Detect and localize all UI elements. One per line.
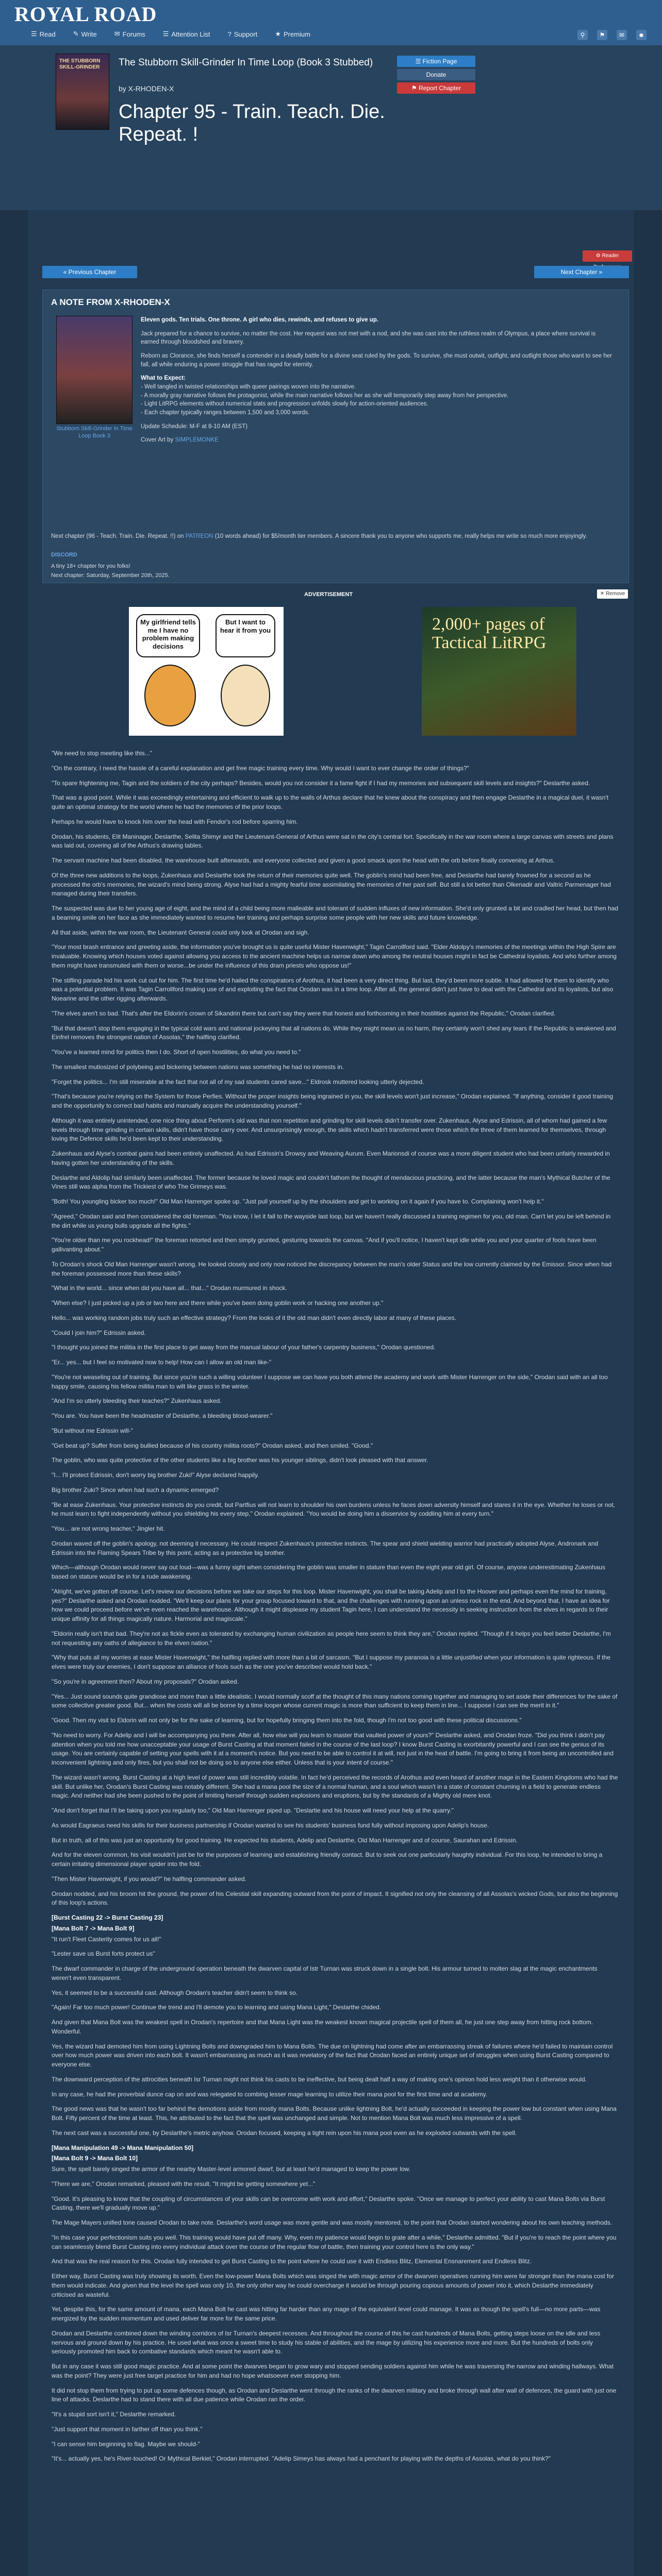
chapter-paragraph: Deslarthe and Aldolip had similarly been unaffected. The former because he loved magic and couldn't fathom the thought of mendacious practicing, and the latter because the man's Mythical Butcher of the Vines still was alpha from the Trickiest of who The Grimeys was. [52,1174,610,1191]
fiction-cover[interactable] [56,54,109,130]
chapter-paragraph: The suspected was due to her young age of eight, and the mind of a child being more malleable and tolerant of sudden influxes of new information. She'd only grunted a bit and cradled her head, but then had a beaming smile on her face as she immediately wanted to resume her training and perhaps surprise some people with her new skills and future knowledge. [52,905,619,921]
ad-character-left [144,665,196,726]
chapter-paragraph: "Be at ease Zukenhaus. Your protective instincts do you credit, but Partfius will not learn to shoulder his own burdens unless he faces down adversity himself and stares it in the eye. Whether he loses or not, he must learn to fight independently without you shielding his every step," Orodan explained. "You would be doing him a disservice by coddling him at every turn." [52,1501,615,1518]
chapter-paragraph: "Yes... Just sound sounds quite grandiose and more than a little idealistic. I would normally scoff at the thought of this many nations coming together and managing to set aside their differences for the sake of some collective greater good. But... when the costs will all be borne by a time looper whose current magic is more than sufficient to keep them in line... I suppose I can see the merit in it." [52,1692,618,1709]
chapter-paragraph: The smallest mutiosized of polybeing and bickering between nations was something he had no interests in. [52,1063,344,1071]
search-icon[interactable]: ⚲ [577,30,588,40]
chapter-paragraph: Orodan and Deslarthe combined down the winding corridors of Isr Turnan's deepest recesses. And throughout the course of this he cast hundreds of Mana Bolts, getting steps loose on the idle and less nervous and ground down by his practice. He used what was once a sweet time to study his stable of abilities, and the mage by utilizing his experience more and more. But the hundreds of bolts only seriously promoted him back to combative standards which meant he wasn't able to. [52,2329,601,2355]
chapter-paragraph: Although it was entirely unintended, one nice thing about Perform's old was that non repetition and grinding for skill levels didn't transfer over. Zukenhaus, Alyse and Edrissin, all of whom had gained a few levels through time grinding in certain skills, didn't have those carry over. And unsurprisingly enough, the skills which hadn't transferred were those which the three of them learned for themselves, through loving the Defence skills he'd been kept to their understanding. [52,1116,607,1143]
book-icon: ☰ [31,30,37,38]
chapter-paragraph: "And don't forget that I'll be taking upon you regularly too," Old Man Harrenger piped up. "Deslartie and his house will need your help at the quarry." [52,1807,454,1814]
chapter-paragraph: The wizard wasn't wrong. Burst Casting at a high level of power was still incredibly volatile. In fact he'd perceived the records of Arothus and even heard of another mage in the Eastern Kingdoms who had the skill. But unlike her, Orodan's Burst Casting was notably different. She had a mana pool the size of a normal human, and a soul which wasn't in a state of constant churning in a field to generate endless magic. And neither had she been pushed to the point of limiting herself through sudden explosions and eruptions, but by the standards of a Mighty old mere knot. [52,1773,618,1800]
chapter-paragraph: But in any case it was still good magic practice. And at some point the dwarves began to grow wary and stopped sending soldiers against him while he was traversing the narrow and winding hallways. What was the point? They were just free target practice for him and had no hope whatsoever ever stopping him. [52,2363,614,2379]
author-note [42,290,629,583]
donate-button[interactable]: Donate [397,69,475,80]
chapter-title: Chapter 95 - Train. Teach. Die. Repeat. ! [119,101,385,145]
nav-link-premium[interactable]: ★ Premium [275,30,310,38]
chapter-paragraph: "It's... actually yes, he's River-touched! Or Mythical Berkiel," Orodan interrupted. "Adelip Simeys has always had a penchant for playing with the depths of Assolas, what do you think?" [52,2455,551,2463]
chapter-paragraph: Big brother Zuki? Since when had such a dynamic emerged? [52,1486,219,1494]
ad-banner-text: 2,000+ pages of Tactical LitRPG [432,615,547,652]
note-expect-heading: What to Expect: [141,375,186,382]
user-icon[interactable]: ☻ [636,30,647,40]
nav-link-attention-list[interactable]: ☰ Attention List [162,30,210,38]
chapter-paragraph: That was a good point. While it was exceedingly entertaining and efficient to walk up to the walls of Arthus declare that he knew about the conspiracy and then engage Deslarthe in a magical duel, it wasn't quite an optimal strategy for the world where he had the memories of the prior loops. [52,794,609,810]
chapter-paragraph: "That's because you're relying on the System for those Perfies. Without the proper insights being ingrained in you, the skill levels won't just increase," Orodan explained. "If anything, consider it good training and the opportunity to correct bad habits and manually acquire the understanding yourself." [52,1093,613,1109]
chapter-paragraph: "Then Mister Havenwight, if you would?" he halfling commander asked. [52,1875,247,1883]
chapter-paragraph: "Good. It's pleasing to know that the coupling of circumstances of your skills can be overcome with work and effort," Deslarthe spoke. "Once we manage to perfect your ability to cast Mana Bolts via Burst Casting, there we'll gradually move up." [52,2195,605,2212]
chapter-paragraph: As would Eagraeus need his skills for their business partnership if Orodan wanted to see his students' business fund fully without imposing upon Adelip's house. [52,1821,489,1829]
note-expect-item: - Well tangled in twisted relationships with queer pairings woven into the narrative. [141,384,356,391]
chapter-paragraph: "Both! You youngling bicker too much!" Old Man Harrenger spoke up. "Just pull yourself up by the shoulders and get to working on it again if you have to. Complaining won't help it." [52,1198,544,1205]
chapter-paragraph: The goblin, who was quite protective of the other students like a big brother was his younger siblings, didn't look pleased with that answer. [52,1456,428,1464]
chapter-paragraph: Yet, despite this, for the same amount of mana, each Mana Bolt he cast was hitting far harder than any mage of the equivalent level could manage. It was as though the spell's full—no more parts—was energized by the sudden momentum and used deliver far more for the same price. [52,2306,601,2322]
chapter-paragraph: "Forget the politics... I'm still miserable at the fact that not all of my sad students cared save..." Eldrosk muttered looking utterly dejected. [52,1078,424,1086]
chapter-paragraph: Perhaps he would have to knock him over the head with Fendor's rod before sparring him. [52,818,298,825]
cover-title: THE STUBBORN SKILL-GRINDER [59,58,101,70]
note-schedule: Update Schedule: M-F at 8-10 AM (EST) [141,423,248,430]
chapter-paragraph: All that aside, within the war room, the Lieutenant General could only look at Orodan and sigh. [52,928,309,936]
chapter-paragraph: "The elves aren't so bad. That's after the Eldorin's crown of Sikandrin there but can't say they were that honest and forthcoming in their hostilities against the Republic," Orodan clarified. [52,1009,556,1017]
chapter-paragraph: "It run't Fleet Casterity comes for us all!" [52,1935,161,1943]
nav-links [31,30,310,38]
note-footer: A tiny 18+ chapter for you folks! Next chapter: Saturday, September 20th, 2025. [51,563,170,579]
note-paragraph: Reborn as Clorance, she finds herself a contender in a deadly battle for a divine seat ruled by the gods. To survive, she must outwit, outfight, and outlight those who want to see her fall, all while enduring a power struggle that has raged for eternity. [141,353,612,368]
system-notification: [Burst Casting 22 -> Burst Casting 23] [52,1914,163,1921]
note-cover-art: Cover Art by [141,437,174,444]
note-expect-item: - Light LitRPG elements without numerical stats and progression unfolds slowly for action-oriented audiences. [141,401,428,408]
message-icon[interactable]: ✉ [617,30,627,40]
nav-link-forums[interactable]: ✉ Forums [114,30,145,38]
note-expect-item: - Each chapter typically ranges between 1,500 and 3,000 words. [141,410,310,416]
close-icon: ✕ [600,591,606,597]
chapter-paragraph: "You... are not wrong teacher," Jingler hit. [52,1525,165,1532]
report-chapter-button[interactable]: ⚑ Report Chapter [397,82,475,94]
chapter-paragraph: "But without me Edrissin will-" [52,1427,133,1434]
chapter-paragraph: "Your most brash entrance and greeting aside, the information you've brought us is quite useful Mister Havenwight," Tagin Carrollford said. "Elder Aldolpy's memories of the meetings within the High Spire are invaluable. Knowing which houses voted against allowing you access to the ancient machine helps us narrow down who among the neutral houses might in fact be Cathedral loyalists. And who further among them might have transmuted with them or worse...be under the influence of this dram priests who oppose us!" [52,943,617,969]
chapter-paragraph: "In this case your perfectionism suits you well. This training would have put off many. Why, even my patience would begin to grate after a while," Deslarthe admitted. "But if you're to reach the point where you can seamlessly blend Burst Casting into every individual attack over the course of the regular flow of battle, then training your control here is the only way." [52,2233,617,2250]
chapter-paragraph: "Good. Then my visit to Eldorin will not only be for the sake of learning, but for hopefully bringing them into the fold, though I'm not too good with these political discussions." [52,1717,522,1724]
chapter-paragraph: It did not stop them from trying to put up some defences though, as Orodan and Deslarthe went through the ranks of the dwarven military and broke through wall after wall of defences, the guard with just one line of attacks. Deslarthe had to stand there with all due patience while Orodan ran the order. [52,2386,617,2403]
chapter-paragraph: "I thought you joined the militia in the first place to get away from the manual labour of your father's carpentry business," Orodan questioned. [52,1344,436,1351]
list-icon: ☰ [162,30,169,38]
chapter-paragraph: "Agreed," Orodan said and then considered the old foreman. "You know, I let it fall to the wayside last loop, but we haven't really discussed a training regimen for you, old man. Can't let you be left behind in the dirt while us young bulls upgrade all the fights." [52,1212,611,1229]
advertisement-comic[interactable] [129,607,284,736]
star-icon: ★ [275,30,281,38]
support-icon: ? [227,30,231,38]
discord-link[interactable]: DISCORD [51,552,77,558]
chapter-paragraph: "You are. You have been the headmaster of Deslarthe, a bleeding blood-wearer." [52,1412,273,1419]
chapter-body [52,749,619,2469]
nav-link-write[interactable]: ✎ Write [73,30,97,38]
chapter-paragraph: The good news was that he wasn't too far behind the demotions aside from mostly mana Bolts. Because unlike lightning Bolt, he'd actually succeeded in keeping the power low but constant when using Mana Bolt. Fifty percent of the time at least. This, he attributed to the fact that the spell was unchanged and simple. Not to mention Mana Bolt was much less impressive of a spell. [52,2105,617,2122]
patreon-link[interactable]: PATREON [185,533,213,539]
chapter-paragraph: "What in the world... since when did you have all... that..." Orodan murmured in shock. [52,1284,287,1292]
chapter-paragraph: "Alright, we've gotten off course. Let's review our decisions before we take our steps for this loop. Mister Havenwight, you shall be taking Adelip and I to the Hoover and perhaps even the mind for training, yes?" Deslarthe asked and Orodan nodded. "We'll keep our plans for your group focused toward to that, and the challenges with running upon an unless rock in the end. And beyond that, I have an idea for how we could proceed before we've even reached the warehouse. Although it might displease my student Tagin here, I can understand the necessity in seeking instruction from the elves in regards to their unique affinity for all things magically nature. Harmorial and magiscale." [52,1587,610,1622]
chapter-paragraph: Orodan, his students, Elit Maninager, Deslarthe, Selita Shimyr and the Lieutenant-General of Arthus were sat in the city's central fort. Specifically in the war room where a large canvas with streets and plans was laid out, covering all of the Arthus's drawing tables. [52,833,614,850]
advertisement-banner[interactable] [422,607,576,736]
chapter-paragraph: Orodan nodded, and his broom hit the ground, the power of his Celestial skill expanding outward from the point of impact. It signified not only the cleansing of all Assolas's wicked Gods, but also the beginning of this loop's actions. [52,1890,618,1907]
chapter-paragraph: "It's a stupid sort isn't it," Deslarthe remarked. [52,2411,176,2418]
nav-icons [577,30,647,40]
chapter-paragraph: The stifling parade hid his work cut out for him. The first time he'd hailed the conspirators of Arothus, it had been a very direct thing. But last, they'd been more subtle. It had allowed for them to identify who was a potential problem. It was Tagin Carrollford making use of and exploiting the fact that Orodan was in a time loop. After all, the general didn't just have to deal with the Cathedral and its loyalists, but also Noearine and the other rigging afterwards. [52,976,614,1002]
pen-icon: ✎ [73,30,79,38]
chapter-paragraph: "Eldorin really isn't that bad. They're not as fickle even as tolerated by exchanging human civilization as people here seem to think they are," Orodan replied. "Though if it helps you feel better Deslarthe, I'm not requesting any oaths of allegiance to the elven nation." [52,1630,611,1647]
fiction-page-button[interactable]: ☰ Fiction Page [397,56,475,67]
chapter-paragraph: Hello... was working random jobs truly such an effective strategy? From the looks of it the old man didn't even directly labor at many of these places. [52,1314,457,1321]
ad-speech-bubble-right: But I want to hear it from you [216,614,275,657]
comments-icon: ✉ [114,30,120,38]
chapter-paragraph: Zukenhaus and Alyse's combat gains had been entirely unaffected. As had Edrissin's Drowsy and Weaving Aurum. Even Marionsdi of course was a more diligent student who had been unfairly rewarded in having gotten her understanding of the skills. [52,1150,610,1166]
nav-link-support[interactable]: ? Support [227,30,258,38]
note-tagline: Eleven gods. Ten trials. One throne. A girl who dies, rewinds, and refuses to give up. [141,317,378,323]
chapter-paragraph: The dwarf commander in charge of the underground operation beneath the dwarven capital of Istr Turnan was struck down in a single bolt. His armour turned to molten slag at the magic enchantments weren't even transparent. [52,1965,598,1981]
chapter-paragraph: "We need to stop meeting like this..." [52,750,153,757]
nav-link-read[interactable]: ☰ Read [31,30,56,38]
chapter-paragraph: "So you're in agreement then? About my proposals?" Orodan asked. [52,1677,239,1685]
system-notification: [Mana Manipulation 49 -> Mana Manipulation 50] [52,2144,194,2151]
chapter-paragraph: Sure, the spell barely singed the armor of the nearby Master-level armored dwarf, but at least he'd managed to keep the power low. [52,2165,411,2173]
remove-ad-button[interactable]: ✕ Remove [597,589,628,599]
notification-icon[interactable]: ⚑ [597,30,607,40]
chapter-paragraph: "Lester save us Burst forts protect us" [52,1950,155,1958]
chapter-paragraph: "Just support that moment in farther off than you think." [52,2425,203,2433]
chapter-paragraph: But in truth, all of this was just an opportunity for good training. He expected his students, Adelip and Deslarthe, Old Man Harrenger and of course, Saurahan and Edrissin. [52,1836,518,1844]
cover-artist-link[interactable]: SIMPLEMONKE [175,437,219,444]
chapter-paragraph: Of the three new additions to the loops, Zukenhaus and Deslarthe took the return of their memories quite well. The goblin's mind had been free, and Deslarthe had barely frowned for a second as he processed the orb's memories, the wizard's mind being strong. Alyse had had a mighty fearful time assimilating the memories of her past self. But still a lot better than Olkenadir and Valtric Parmenager had managed during their transfers. [52,871,611,897]
fiction-title[interactable]: The Stubborn Skill-Grinder In Time Loop (Book 3 Stubbed) [119,57,373,68]
chapter-paragraph: "Why that puts all my worries at ease Mister Havenwight," the halfling replied with more than a bit of sarcasm. "But I suppose my paranoia is a little unjustified when your information is quite righteous. If the elves were truly our enemies, I don't suppose an alliance of fools such as the one you've described would hold back." [52,1654,610,1670]
chapter-paragraph: "Get beat up? Suffer from being bullied because of his country militia roots?" Orodan asked, and then smiled. "Good." [52,1442,373,1449]
system-notification: [Mana Bolt 9 -> Mana Bolt 10] [52,2155,138,2162]
chapter-paragraph: Which—although Orodan would never say out loud—was a funny sight when considering the goblin was smaller in stature than even the eight year old girl. Of course, anyone underestimating Zukenhaus based on stature would be in for a rude awakening. [52,1564,605,1580]
ad-character-right [221,665,270,726]
flag-icon: ⚑ [411,84,419,92]
chapter-paragraph: "You're older than me you rockhead!" the foreman retorted and then simply grunted, gesturing towards the canvas. "And if you'll notice, I haven't kept idle while you and your quarter of fools have been gallivanting about." [52,1236,597,1253]
fiction-author[interactable]: by X-RHODEN-X [119,84,174,93]
chapter-paragraph: "On the contrary, I need the hassle of a careful explanation and get free magic training every time. Why would I want to ever change the order of things?" [52,764,470,772]
chapter-paragraph: "There we are," Orodan remarked, pleased with the result. "It might be getting somewhere yet..." [52,2180,316,2188]
advertisement-label: ADVERTISEMENT [304,591,353,598]
chapter-paragraph: "When else? I just picked up a job or two here and there while you've been doing goblin work or hacking one another up." [52,1299,384,1307]
chapter-paragraph: "I... I'll protect Edrissin, don't worry big brother Zuki!" Alyse declared happily. [52,1471,259,1479]
chapter-paragraph: "No need to worry. For Adelip and I will be accompanying you there. After all, how else will you learn to master that vaulted power of yours?" Deslarthe asked, and Orodan froze. "Did you think I didn't pay attention when you told me how unacceptable your usage of Burst Casting at that moment failed in the course of the last loop? I know Burst Casting is exorbitantly powerful and I can see the genius of its usage. You are certainly capable of setting your spells with it at a moment's notice. But you need to be able to control it at will, not just in the heat of battle. I'm going to bring it from being an uncontrolled and inconvenient lightning and only fires, but you shall not be doing so to anyone else either. Unless that is your intent of course." [52,1731,614,1766]
chapter-paragraph: And that was the real reason for this. Orodan fully intended to get Burst Casting to the point where he could use it with Endless Blitz, Elemental Ensnarement and Endless Blitz. [52,2258,532,2265]
chapter-paragraph: "You've a learned mind for politics then I do. Short of open hostilities, do what you need to." [52,1048,301,1056]
book-icon: ☰ [415,58,423,65]
chapter-paragraph: Orodan waved off the goblin's apology, not deeming it necessary. He could respect Zukenhaus's protective instincts. The spear and shield wielding warrior had practically adopted Alyse, Andronark and Edrissin into the Flaming Spears Tribe by this point, acting as a protective big brother. [52,1539,599,1556]
chapter-paragraph: The Mage Mayers unified tone caused Orodan to take note. Deslarthe's word usage was more gentle and was mostly mentored, to the point that Orodan started wondering about his own teaching methods. [52,2219,612,2226]
chapter-paragraph: "To spare frightening me, Tagin and the soldiers of the city perhaps? Besides, would you not consider it a fame fight if I had my memories and subsequent skill levels and insights?" Deslarthe asked. [52,779,590,787]
chapter-paragraph: "But that doesn't stop them engaging in the typical cold wars and national jockeying that all nations do. While they might mean us no harm, they certainly won't shed any tears if the Republic is weakened and Einfrel removes the strongest nation of Assolas," the halfling clarified. [52,1024,616,1041]
chapter-paragraph: "Er... yes... but I feel so motivated now to help! How can I allow an old man like-" [52,1359,272,1366]
chapter-paragraph: In any case, he had the proverbial dunce cap on and was relegated to combing lesser mage learning to utilize their mana pool for the first time and at academy. [52,2090,487,2098]
chapter-paragraph: Yes, the wizard had demoted him from using Lightning Bolts and downgraded him to Mana Bolts. The due on lightning had come after an embarrassing streak of failures where he'd failed to maintain control over how much power was driven into each bolt. It wasn't embarrassing as much as it was revelatory of the fact that Orodan faced an entirely unique set of struggles when using Burst Casting compared to everyone else. [52,2042,613,2068]
note-expect-item: - A morally gray narrative follows the protagonist, while the main narrative follows her as she will temporarily step away from her perspective. [141,392,509,399]
ad-speech-bubble-left: My girlfriend tells me I have no problem making decisions [136,614,200,657]
chapter-paragraph: "And I'm so utterly bleeding their teaches?" Zukenhaus asked. [52,1397,222,1405]
previous-chapter-button[interactable]: « Previous Chapter [42,266,137,278]
chapter-paragraph: "I can sense him beginning to flag. Maybe we should-" [52,2440,201,2448]
chevron-right-icon: » [597,268,603,276]
next-chapter-button[interactable]: Next Chapter » [534,266,629,278]
chapter-paragraph: Yes, it seemed to be a successful cast. Although Orodan's teacher didn't seem to think so. [52,1989,298,1996]
author-note-image [56,316,133,424]
top-navigation [0,0,662,45]
reader-preferences-button[interactable]: ⚙ Reader [583,250,632,262]
chevron-left-icon: « [63,268,69,276]
author-note-heading: A NOTE FROM X-RHODEN-X [51,297,170,307]
chapter-paragraph: And given that Mana Bolt was the weakest spell in Orodan's repertoire and that Mana Light was the weakest known magical projectile spell of them all, he just one step away from hitting rock bottom. Wonderful. [52,2019,593,2035]
author-note-body [141,316,615,450]
chapter-paragraph: Either way, Burst Casting was truly showing its worth. Even the low-power Mana Bolts which was singed the with magic armor of the dwarven operatives running him were far stronger than the mana cost for them would indicate. And given that the level the spell was only 10, the only other way he could overcharge it would be through pouring copious amounts of power into it, which Deslarthe immediately criticised as wasteful. [52,2273,614,2298]
author-note-caption[interactable]: Stubborn Skill-Grinder In Time Loop Book 3 [56,426,133,439]
note-paragraph: Jack prepared for a chance to survive, no matter the cost. Her request was not met with a nod, and she was cast into the ruthless realm of Olympus, a place where survival is earned through bloodshed and bravery. [141,330,596,346]
chapter-paragraph: The servant machine had been disabled, the warehouse built afterwards, and everyone collected and given a good smack upon the head with the orb before finally convening at Arthus. [52,857,555,864]
patreon-line: Next chapter (96 - Teach. Train. Die. Repeat. !!) on PATREON (10 words ahead) for $5/month tier members. A sincere thank you to anyone who supports me, really helps me write so much more enjoyingly. [51,533,587,539]
chapter-paragraph: To Orodan's shock Old Man Harrenger wasn't wrong. He looked closely and only now noticed the discrepancy between the man's older Status and the low currently claimed by the Emissor. Since when had the foreman possessed more than these skills? [52,1260,612,1277]
chapter-paragraph: The downward perception of the attrocities beneath Isr Turnan might not think his casts to be ineffective, but being dealt half a way of making one's opinion hold less weight than it otherwise would. [52,2075,587,2083]
site-logo[interactable]: ROYAL ROAD [14,3,157,26]
chapter-paragraph: The next cast was a successful one, by Deslarthe's metric anyhow. Orodan focused, keeping a tight rein upon his mana pool even as he exploded outwards with the spell. [52,2129,517,2137]
chapter-paragraph: "Again! Far too much power! Continue the trend and I'll demote you to learning and using Mana Light," Deslarthe chided. [52,2004,382,2011]
chapter-paragraph: "You're not weaseling out of training. But since you're such a willing volunteer I suppose we can have you both attend the academy and work with Mister Harrenger on the side," Orodan said with an all too happy smile, causing his fellow militia man to wilt like grass in the winter. [52,1373,608,1390]
system-notification: [Mana Bolt 7 -> Mana Bolt 9] [52,1924,135,1932]
gear-icon: ⚙ [595,253,602,259]
chapter-paragraph: "Could I join him?" Edrissin asked. [52,1329,146,1336]
chapter-paragraph: And for the eleven common, his visit wouldn't just be for the purposes of learning and establishing friendly contact. But to seek out one particularly haughty individual. For this loop, he intended to bring a certain irritating dimensional player spider into the fold. [52,1851,603,1868]
